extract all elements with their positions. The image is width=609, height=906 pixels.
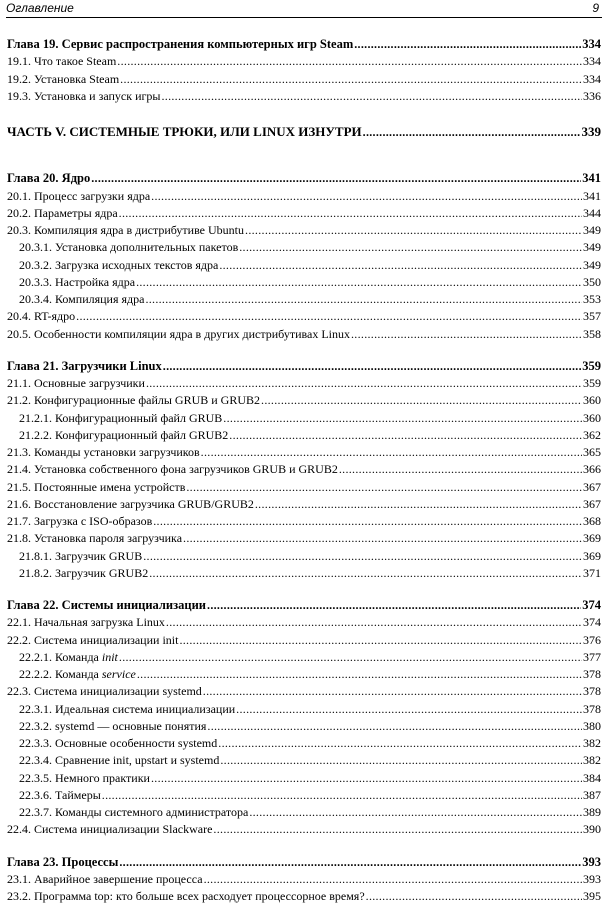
toc-entry-label [7,327,350,342]
dot-leader [339,462,582,477]
section-gap [7,840,601,855]
toc-page-number: 380 [583,718,601,733]
header-page-number: 9 [592,1,599,15]
toc-entry-label [7,566,148,581]
toc-page-number: 341 [582,171,601,186]
toc-entry-text: 21.8.1. Загрузчик GRUB [19,548,143,563]
toc-entry-label [7,54,116,69]
dot-leader [119,855,581,870]
toc-entry-label [7,889,365,904]
toc-page-number: 339 [581,124,601,139]
toc-entry-text: 19.1. Что такое Steam [7,54,117,69]
toc-entry-text: 22.3.6. Таймеры [19,787,101,802]
toc-entry[interactable] [7,480,601,497]
toc-entry-text: 20.3.2. Загрузка исходных текстов ядра [19,257,219,272]
dot-leader [91,171,581,186]
toc-entry-label [7,89,160,104]
toc-page-number: 390 [583,822,601,837]
toc-entry[interactable] [7,497,601,514]
toc-page-number: 365 [583,445,601,459]
toc-page-number: 382 [583,753,601,768]
dot-leader [151,771,582,786]
toc-entry-command: init [101,649,118,664]
toc-entry[interactable] [7,206,601,223]
toc-entry-label [7,667,136,682]
toc-page-number: 357 [583,309,601,324]
toc-page-number: 369 [583,531,601,546]
toc-entry-label [7,753,219,768]
toc-entry-text: 19.3. Установка и запуск игры [7,88,161,103]
toc-entry-label [7,275,135,290]
toc-entry-text: Глава 20. Ядро [7,171,91,186]
toc-entry-text: 22.3.5. Немного практики [19,770,150,785]
dot-leader [239,240,582,255]
toc-entry-text: 20.2. Параметры ядра [7,205,118,220]
toc-entry[interactable] [7,309,601,326]
toc-entry-text: 22.2.1. Команда [19,649,102,664]
toc-entry-text: 22.3. Система инициализации systemd [7,684,202,699]
toc-entry-label [7,309,75,324]
dot-leader [207,719,582,734]
toc-entry-label [7,359,162,374]
toc-entry[interactable] [7,514,601,531]
toc-page-number: 341 [583,188,601,203]
section-gap [7,106,601,124]
toc-chapter-entry[interactable] [7,855,601,872]
toc-entry-text: Глава 22. Системы инициализации [7,598,207,612]
toc-entry[interactable] [7,736,601,753]
section-gap [7,141,601,156]
toc-entry-label [7,736,217,751]
toc-entry[interactable] [7,633,601,650]
toc-entry-label [7,805,248,820]
toc-entry[interactable] [7,240,601,257]
toc-entry-label [7,171,90,186]
dot-leader [143,549,582,564]
toc-entry-label [7,531,182,546]
toc-entry-text: 22.3.7. Команды системного администратора [19,805,249,819]
toc-entry-text: 20.1. Процесс загрузки ядра [7,188,151,203]
toc-entry[interactable] [7,549,601,566]
toc-entry-label [7,684,202,699]
toc-entry-text: Глава 23. Процессы [7,854,119,869]
toc-page-number: 382 [583,736,601,750]
toc-page-number: 336 [583,88,601,103]
toc-entry-label [7,480,185,495]
toc-entry[interactable] [7,615,601,632]
toc-page-number: 334 [582,37,601,51]
toc-page-number: 366 [583,462,601,477]
dot-leader [220,753,582,768]
toc-entry-text: 20.3. Компиляция ядра в дистрибутиве Ubuntu [7,223,245,237]
toc-entry-text: 22.2. Система инициализации init [7,632,179,647]
toc-page-number: 360 [583,410,601,425]
toc-entry[interactable] [7,684,601,701]
dot-leader [146,376,582,391]
dot-leader [363,125,581,140]
toc-entry-label [7,258,218,273]
toc-page-number: 334 [583,71,601,86]
dot-leader [153,514,582,529]
toc-entry-text: Глава 21. Загрузчики Linux [7,358,162,373]
toc-page-number: 393 [583,871,601,886]
toc-entry-text: ЧАСТЬ V. СИСТЕМНЫЕ ТРЮКИ, ИЛИ LINUX ИЗНУТРИ [7,124,362,139]
toc-entry[interactable] [7,462,601,479]
dot-leader [207,598,581,613]
toc-entry[interactable] [7,275,601,292]
toc-entry-label [7,514,152,529]
toc-entry-label [7,633,178,648]
toc-entry-text: Глава 19. Сервис распространения компьютерных игр Steam [7,37,354,51]
dot-leader [236,702,582,717]
toc-page-number: 349 [583,223,601,237]
toc-entry[interactable] [7,788,601,805]
toc-page-number: 371 [583,565,601,580]
dot-leader [76,309,582,324]
toc-entry-label [7,822,212,837]
toc-entry-text: 22.3.3. Основные особенности systemd [19,736,218,750]
toc-entry-label [7,650,118,665]
toc-page-number: 378 [583,667,601,681]
dot-leader [203,684,582,699]
toc-entry-text: 22.1. Начальная загрузка Linux [7,615,165,630]
toc-page-number: 374 [582,598,601,612]
toc-page-number: 358 [583,326,601,341]
toc-part-entry[interactable] [7,124,601,141]
dot-leader [183,531,582,546]
toc-entry-text: 21.2.1. Конфигурационный файл GRUB [19,410,223,425]
toc-page-number: 350 [583,274,601,289]
toc-entry-text: 21.2. Конфигурационные файлы GRUB и GRUB2 [7,393,261,408]
toc-entry[interactable] [7,822,601,839]
toc-entry-label [7,37,353,52]
dot-leader [119,206,582,221]
toc-entry[interactable] [7,753,601,770]
toc-entry-text: 20.5. Особенности компиляции ядра в других дистрибутивах Linux [7,326,350,341]
dot-leader [137,667,582,682]
toc-page-number: 393 [582,854,601,869]
toc-page-number: 349 [583,257,601,272]
toc-page-number: 359 [583,376,601,390]
toc-entry-label [7,124,362,140]
dot-leader [245,223,582,238]
toc-entry-label [7,855,118,870]
dot-leader [166,615,582,630]
toc-entry[interactable] [7,650,601,667]
toc-entry[interactable] [7,805,601,822]
toc-entry-text: 20.3.4. Компиляция ядра [19,292,145,306]
toc-page-number: 378 [583,701,601,716]
dot-leader [219,258,582,273]
toc-entry-text: 20.3.1. Установка дополнительных пакетов [19,240,239,255]
toc-entry-text: 20.3.3. Настройка ядра [19,274,136,289]
toc-entry-label [7,206,118,221]
toc-entry-label [7,719,206,734]
toc-entry-text: 21.4. Установка собственного фона загрузчиков GRUB и GRUB2 [7,462,338,477]
toc-entry[interactable] [7,54,601,71]
toc-page-number: 374 [583,615,601,630]
toc-entry-text: 22.3.1. Идеальная система инициализации [19,701,236,716]
section-gap [7,156,601,171]
toc-entry-text: 23.2. Программа top: кто больше всех расходует процессорное время? [7,889,365,903]
dot-leader [223,411,582,426]
toc-page-number: 377 [583,649,601,664]
toc-page-number: 384 [583,770,601,785]
toc-entry-label [7,240,238,255]
toc-page-number: 367 [583,496,601,511]
dot-leader [119,650,582,665]
toc-entry[interactable] [7,719,601,736]
toc-entry-text: 22.2.2. Команда [19,667,102,681]
dot-leader [255,497,582,512]
toc-entry[interactable] [7,376,601,393]
toc-entry-label [7,872,203,887]
toc-entry-label [7,445,200,460]
toc-page-number: 369 [583,548,601,563]
dot-leader [179,633,582,648]
toc-entry-label [7,376,145,391]
toc-page-number: 362 [583,427,601,442]
toc-entry-text: 22.3.4. Сравнение init, upstart и systemd [19,753,220,768]
toc-entry-label [7,189,150,204]
dot-leader [136,275,582,290]
toc-entry[interactable] [7,566,601,583]
toc-entry-label [7,497,254,512]
toc-page-number: 359 [582,358,601,373]
toc-page-number: 353 [583,292,601,306]
dot-leader [120,72,582,87]
toc-entry[interactable] [7,223,601,240]
table-of-contents [7,37,601,906]
dot-leader [201,445,582,460]
toc-entry-label [7,549,142,564]
toc-entry[interactable] [7,667,601,684]
toc-entry-text: 21.5. Постоянные имена устройств [7,479,186,494]
toc-entry-text: 19.2. Установка Steam [7,71,120,86]
toc-entry-label [7,292,144,307]
dot-leader [204,872,582,887]
toc-entry[interactable] [7,445,601,462]
toc-entry[interactable] [7,89,601,106]
toc-entry-label [7,393,260,408]
page-header [6,2,602,18]
section-gap [7,344,601,359]
toc-entry-text: 21.2.2. Конфигурационный файл GRUB2 [19,427,229,442]
toc-page-number: 376 [583,632,601,647]
toc-entry[interactable] [7,889,601,906]
toc-page-number: 367 [583,479,601,494]
dot-leader [151,189,582,204]
dot-leader [249,805,582,820]
toc-entry-label [7,615,165,630]
toc-entry-label [7,771,150,786]
toc-entry[interactable] [7,292,601,309]
toc-entry-label [7,72,119,87]
toc-page-number: 389 [583,805,601,819]
toc-entry-text: 21.8. Установка пароля загрузчика [7,531,183,546]
toc-entry[interactable] [7,771,601,788]
toc-entry[interactable] [7,411,601,428]
toc-entry-text: 22.3.2. systemd — основные понятия [19,718,207,733]
toc-page-number: 387 [583,787,601,802]
toc-entry-label [7,223,244,238]
toc-page-number: 334 [583,54,601,69]
toc-entry-text: 23.1. Аварийное завершение процесса [7,871,203,886]
toc-page-number: 378 [583,684,601,699]
toc-entry[interactable] [7,327,601,344]
toc-chapter-entry[interactable] [7,598,601,615]
toc-entry-text: 21.8.2. Загрузчик GRUB2 [19,565,149,580]
dot-leader [145,292,582,307]
toc-entry-text: 21.7. Загрузка с ISO-образов [7,514,153,528]
toc-entry[interactable] [7,872,601,889]
dot-leader [213,822,582,837]
dot-leader [163,359,581,374]
toc-entry[interactable] [7,428,601,445]
dot-leader [366,889,582,904]
toc-entry[interactable] [7,258,601,275]
toc-chapter-entry[interactable] [7,359,601,376]
dot-leader [161,89,582,104]
toc-entry-command: service [101,667,136,681]
toc-entry[interactable] [7,393,601,410]
toc-entry-label [7,788,101,803]
toc-entry-label [7,702,235,717]
toc-entry-label [7,411,222,426]
toc-page-number: 344 [583,205,601,220]
toc-entry-label [7,598,206,613]
toc-entry[interactable] [7,72,601,89]
dot-leader [229,428,582,443]
toc-entry-text: 21.3. Команды установки загрузчиков [7,445,200,459]
toc-page-number: 349 [583,240,601,255]
toc-entry-label [7,462,338,477]
dot-leader [149,566,582,581]
toc-entry-label [7,428,228,443]
dot-leader [102,788,582,803]
dot-leader [218,736,582,751]
dot-leader [186,480,582,495]
toc-entry[interactable] [7,189,601,206]
toc-chapter-entry[interactable] [7,37,601,54]
section-gap [7,583,601,598]
dot-leader [117,54,582,69]
toc-page-number: 360 [583,393,601,408]
toc-entry[interactable] [7,702,601,719]
toc-entry[interactable] [7,531,601,548]
toc-chapter-entry[interactable] [7,171,601,188]
toc-entry-text: 21.1. Основные загрузчики [7,376,145,390]
dot-leader [354,37,581,52]
toc-entry-text: 21.6. Восстановление загрузчика GRUB/GRUB2 [7,496,254,511]
header-title: Оглавление [6,1,74,15]
toc-entry-text: 22.4. Система инициализации Slackware [7,822,213,837]
dot-leader [351,327,582,342]
toc-page-number: 368 [583,514,601,528]
toc-entry-text: 20.4. RT-ядро [7,309,76,324]
toc-page-number: 395 [583,889,601,903]
dot-leader [261,393,582,408]
